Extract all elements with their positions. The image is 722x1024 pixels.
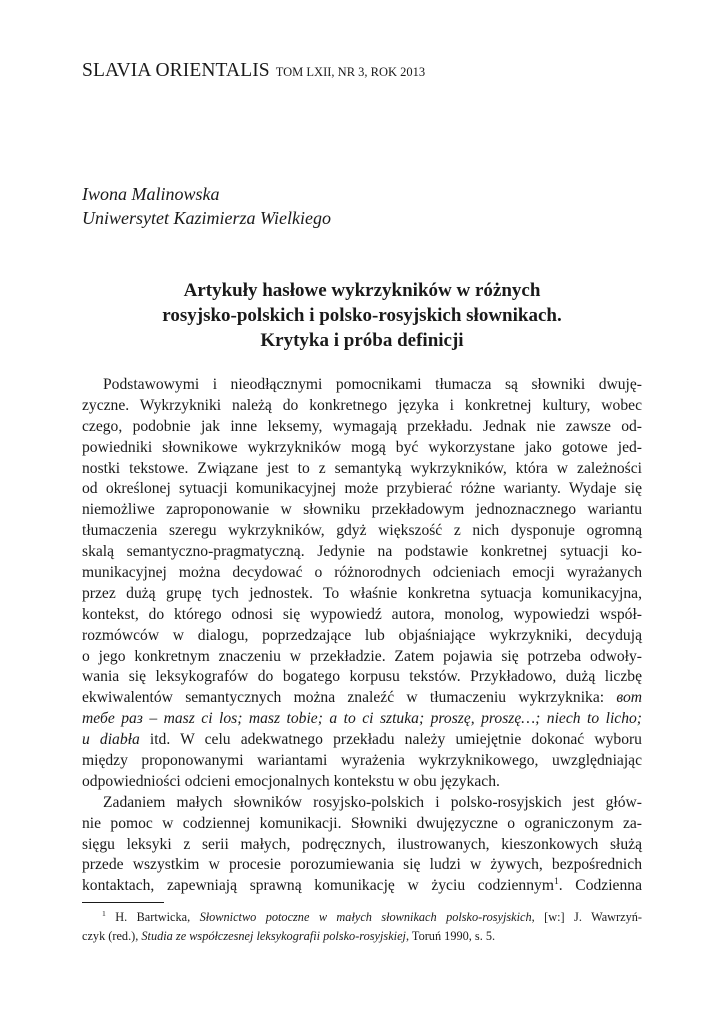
text-line: nie pomoc w codziennej komunikacji. Słowniki dwujęzyczne o ograniczonym za- xyxy=(82,814,642,832)
text-segment: [w:] J. Wawrzyń- xyxy=(534,910,642,924)
footnote-divider xyxy=(82,902,164,903)
text-line: przez dużą grupę tych jednostek. To właśnie konkretna sytuacja komunikacyjna, xyxy=(82,584,642,602)
text-line: sięgu leksyki z serii małych, podręcznych, ilustrowanych, kieszonkowych służą xyxy=(82,835,642,853)
italic-example: u diabła xyxy=(82,731,140,749)
footnote-number: 1 xyxy=(102,908,106,918)
text-line xyxy=(82,876,642,897)
journal-header xyxy=(82,60,642,82)
footnote-line xyxy=(82,908,642,927)
text-line: czego, podobnie jak inne leksemy, wymagają przekładu. Jednak nie zawsze od- xyxy=(82,417,642,435)
italic-example: тебе раз – masz ci los; masz tobie; a to ci sztuka; proszę, proszę…; niech to licho; xyxy=(82,710,642,728)
article-title xyxy=(82,278,642,353)
text-line: niemożliwe zaproponowanie w słowniku przekładowym jednoznacznego wariantu xyxy=(82,501,642,519)
text-line: odpowiedniości odcieni emocjonalnych kontekstu w obu językach. xyxy=(82,772,500,790)
footnote-line xyxy=(82,927,642,946)
text-line: kontekst, do którego odnosi się wypowiedź autora, monolog, wypowiedzi współ- xyxy=(82,605,642,623)
text-segment: itd. W celu adekwatnego przekładu należy umiejętnie dokonać wyboru xyxy=(139,731,642,749)
title-line: Artykuły hasłowe wykrzykników w różnych xyxy=(183,280,541,301)
text-line: rozmówców w dialogu, poprzedzające lub objaśniające wykrzykniki, decydują xyxy=(82,626,642,644)
text-segment: H. Bartwicka, xyxy=(105,910,200,924)
text-line: nostki tekstowe. Związane jest to z semantyką wykrzykników, która w zależności xyxy=(82,459,642,477)
issue-info: TOM LXII, NR 3, ROK 2013 xyxy=(275,65,426,79)
italic-example: вот xyxy=(616,689,642,707)
text-line xyxy=(82,688,642,709)
text-segment: kontaktach, zapewniają sprawną komunikację w życiu codziennym xyxy=(82,877,554,895)
footnote xyxy=(82,908,642,946)
footnote-ref[interactable]: 1 xyxy=(553,876,559,888)
text-line: wania się leksykografów do bogatego korpusu tekstów. Przykładowo, dużą liczbę xyxy=(82,668,642,686)
title-line: rosyjsko-polskich i polsko-rosyjskich słownikach. xyxy=(162,305,562,326)
text-line: tłumaczenia szeregu wykrzykników, gdyż większość z nich dysponuje ogromną xyxy=(82,522,642,540)
journal-title: SLAVIA ORIENTALIS xyxy=(82,60,270,81)
text-line: między proponowanymi wariantami wyrażenia wykrzyknikowego, uwzględniając xyxy=(82,752,642,770)
text-line: zyczne. Wykrzykniki należą do konkretnego języka i konkretnej kultury, wobec xyxy=(82,396,642,414)
text-line: przede wszystkim w procesie porozumiewania się ludzi w żywych, bezpośrednich xyxy=(82,856,642,874)
citation-title: Studia ze współczesnej leksykografii polsko-rosyjskiej xyxy=(141,929,406,943)
text-segment: ekwiwalentów semantycznych można znaleźć w tłumaczeniu wykrzyknika: xyxy=(82,689,605,707)
text-line: powiedniki słownikowe wykrzykników mogą być wykorzystane jako gotowe jed- xyxy=(82,438,642,456)
citation-title: Słownictwo potoczne w małych słownikach polsko-rosyjskich, xyxy=(199,910,535,924)
title-line: Krytyka i próba definicji xyxy=(260,330,464,351)
text-segment: . Codzienna xyxy=(558,877,642,895)
text-line: od określonej sytuacji komunikacyjnej może przybierać różne warianty. Wydaje się xyxy=(82,480,642,498)
author-affiliation: Uniwersytet Kazimierza Wielkiego xyxy=(82,208,331,228)
text-line xyxy=(82,709,642,730)
text-segment: , Toruń 1990, s. 5. xyxy=(405,929,496,943)
text-line: Zadaniem małych słowników rosyjsko-polskich i polsko-rosyjskich jest głów- xyxy=(103,793,642,811)
text-line: Podstawowymi i nieodłącznymi pomocnikami tłumacza są słowniki dwuję- xyxy=(103,376,642,393)
text-line: o jego konkretnym znaczeniu w przekładzie. Zatem pojawia się potrzeba odwoły- xyxy=(82,647,642,665)
page xyxy=(82,60,642,943)
body-text xyxy=(82,375,642,897)
text-segment: czyk (red.), xyxy=(82,929,142,943)
author-name: Iwona Malinowska xyxy=(82,184,220,204)
text-line xyxy=(82,730,642,751)
text-line: skalą semantyczno-pragmatyczną. Jedynie na podstawie konkretnej sytuacji ko- xyxy=(82,543,642,561)
author-block xyxy=(82,182,331,230)
text-line: munikacyjnej można decydować o różnorodnych odcieniach emocji wyrażanych xyxy=(82,564,642,582)
